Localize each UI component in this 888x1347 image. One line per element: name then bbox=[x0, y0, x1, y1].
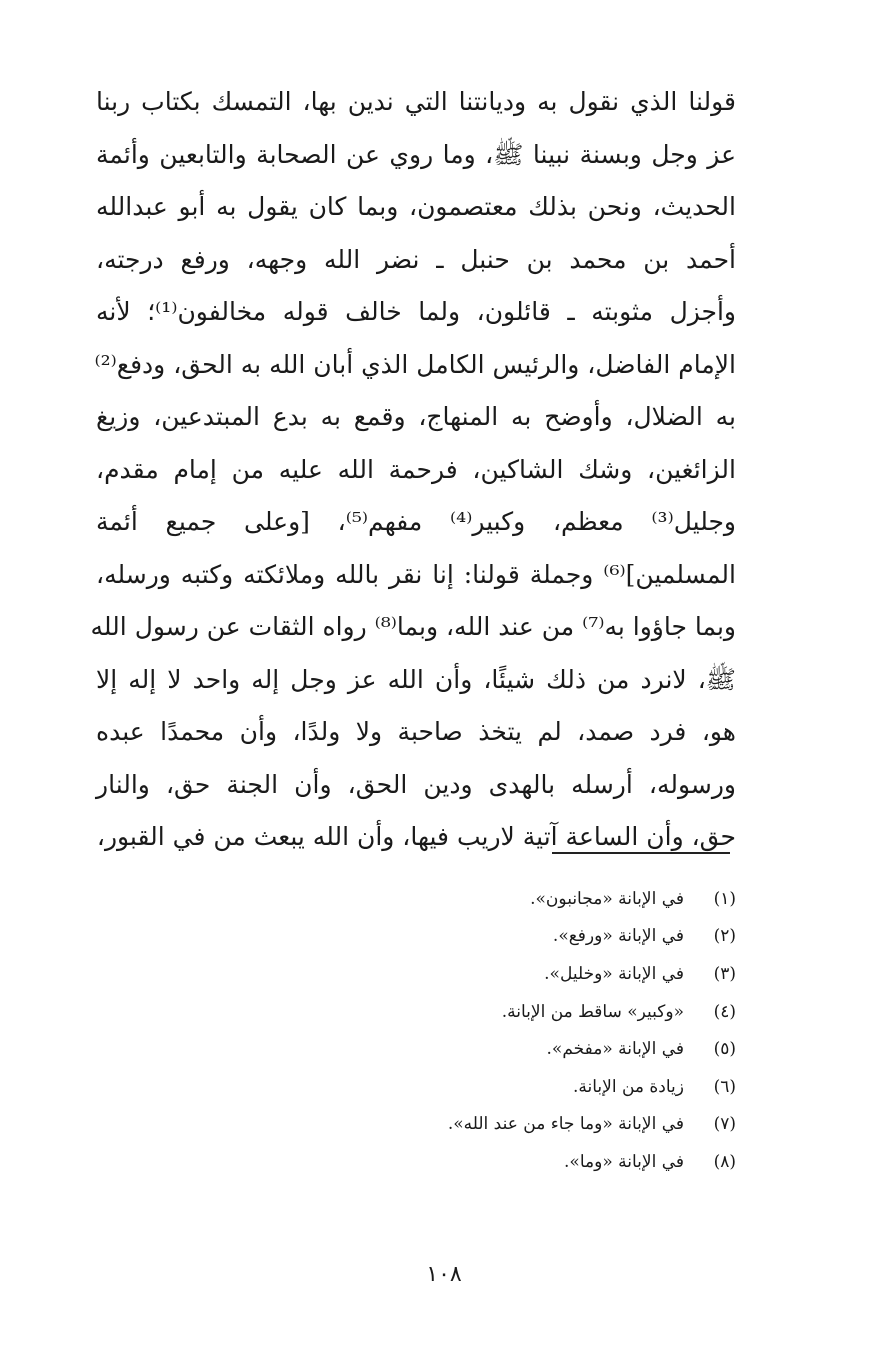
footnote-item bbox=[300, 1068, 736, 1106]
footnote-item bbox=[300, 1030, 736, 1068]
footnote-separator bbox=[552, 852, 730, 854]
text-line: أحمد بن محمد بن حنبل ـ نضر الله وجهه، ورفع درجته، bbox=[96, 244, 736, 274]
footnote-text: في الإبانة «ورفع». bbox=[552, 926, 684, 947]
text-line: عز وجل وبسنة نبينا ﷺ، وما روي عن الصحابة والتابعين وأئمة bbox=[96, 139, 736, 169]
footnote-text: في الإبانة «وما جاء من عند الله». bbox=[447, 1114, 684, 1135]
text-line: المسلمين]⁽⁶⁾ وجملة قولنا: إنا نقر بالله وملائكته وكتبه ورسله، bbox=[96, 559, 736, 589]
footnote-item bbox=[300, 993, 736, 1031]
main-text bbox=[90, 76, 736, 864]
footnote-text: «وكبير» ساقط من الإبانة. bbox=[501, 1001, 684, 1022]
text-line: به الضلال، وأوضح به المنهاج، وقمع به بدع المبتدعين، وزيغ bbox=[96, 402, 736, 431]
footnote-text: زيادة من الإبانة. bbox=[572, 1076, 684, 1097]
text-line: ﷺ، لانرد من ذلك شيئًا، وأن الله عز وجل إله واحد لا إله إلا bbox=[96, 664, 736, 694]
footnote-text: في الإبانة «وخليل». bbox=[544, 963, 684, 984]
text-line: قولنا الذي نقول به وديانتنا التي ندين بها، التمسك بكتاب ربنا bbox=[96, 87, 736, 116]
footnote-item bbox=[300, 918, 736, 956]
footnote-item bbox=[300, 880, 736, 918]
text-line: الحديث، ونحن بذلك معتصمون، وبما كان يقول به أبو عبدالله bbox=[96, 192, 736, 221]
footnote-text: في الإبانة «وما». bbox=[564, 1151, 684, 1172]
footnote-number: (٣) bbox=[713, 963, 736, 984]
footnotes bbox=[300, 880, 736, 1181]
footnote-number: (٥) bbox=[713, 1039, 736, 1060]
page-number: ١٠٨ bbox=[426, 1262, 462, 1287]
footnote-number: (١) bbox=[713, 888, 736, 909]
text-line: الزائغين، وشك الشاكين، فرحمة الله عليه من إمام مقدم، bbox=[96, 454, 736, 484]
footnote-item bbox=[300, 1106, 736, 1144]
text-line: وأجزل مثوبته ـ قائلون، ولما خالف قوله مخالفون⁽¹⁾؛ لأنه bbox=[96, 297, 736, 326]
footnote-number: (٤) bbox=[713, 1001, 736, 1022]
text-line: وجليل⁽³⁾ معظم، وكبير⁽⁴⁾ مفهم⁽⁵⁾، [وعلى جميع أئمة bbox=[96, 507, 736, 536]
text-line: ورسوله، أرسله بالهدى ودين الحق، وأن الجنة حق، والنار bbox=[96, 769, 736, 799]
footnote-number: (٢) bbox=[713, 926, 736, 947]
text-line: حق، وأن الساعة آتية لاريب فيها، وأن الله يبعث من في القبور، bbox=[96, 822, 736, 851]
text-line: وبما جاؤوا به⁽⁷⁾ من عند الله، وبما⁽⁸⁾ رواه الثقات عن رسول الله bbox=[90, 612, 736, 641]
footnote-number: (٨) bbox=[713, 1151, 736, 1172]
footnote-number: (٧) bbox=[713, 1114, 736, 1135]
footnote-item bbox=[300, 955, 736, 993]
text-line: الإمام الفاضل، والرئيس الكامل الذي أبان الله به الحق، ودفع⁽²⁾ bbox=[94, 349, 736, 379]
footnote-number: (٦) bbox=[713, 1076, 736, 1097]
footnote-text: في الإبانة «مفخم». bbox=[546, 1039, 684, 1060]
footnote-text: في الإبانة «مجانبون». bbox=[530, 888, 684, 909]
footnote-item bbox=[300, 1143, 736, 1181]
text-line: هو، فرد صمد، لم يتخذ صاحبة ولا ولدًا، وأن محمدًا عبده bbox=[96, 717, 736, 746]
